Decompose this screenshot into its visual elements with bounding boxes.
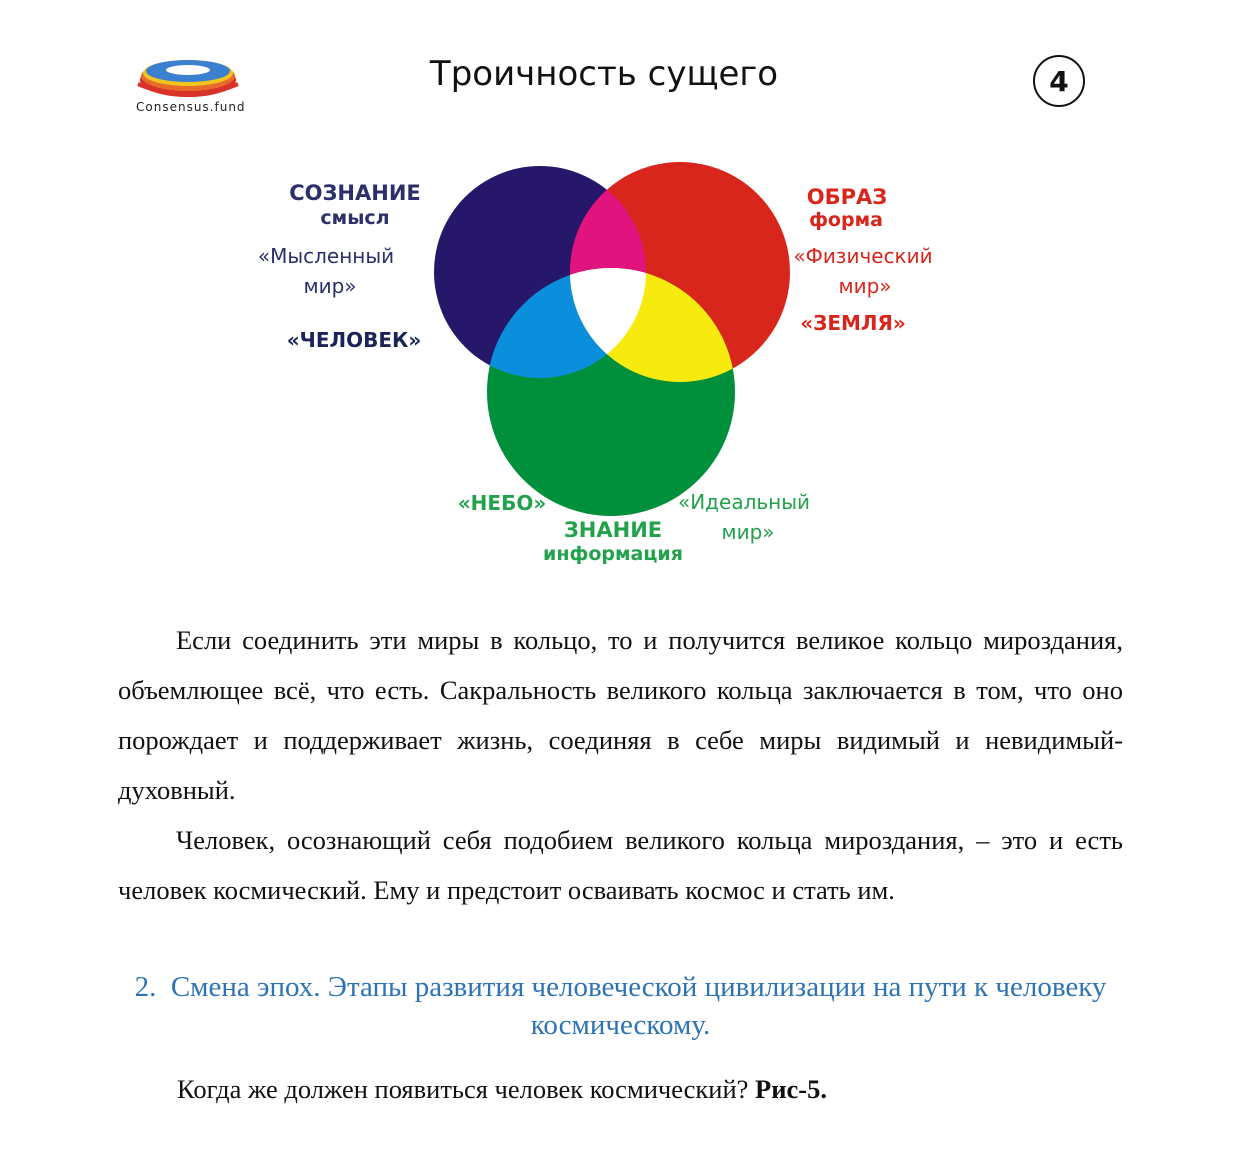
image-subtitle: форма: [809, 209, 883, 231]
image-world-line1: «Физический: [793, 244, 933, 268]
question-text: Когда же должен появиться человек космический?: [177, 1074, 756, 1104]
section-title: Смена эпох. Этапы развития человеческой цивилизации на пути к человеку космическому.: [170, 971, 1107, 1041]
consciousness-world-line1: «Мысленный: [257, 244, 395, 268]
paragraph-1: Если соединить эти миры в кольцо, то и получится великое кольцо мироздания, объемлющее всё, что есть. Сакральность великого кольца заключается в том, что оно порождает и поддерживает жизнь, соединяя в себе миры видимый и невидимый-духовный.: [118, 625, 1123, 805]
knowledge-world-line1: «Идеальный: [677, 490, 811, 514]
knowledge-subtitle: информация: [543, 543, 683, 565]
knowledge-world-line2: мир»: [721, 520, 775, 544]
knowledge-title: ЗНАНИЕ: [563, 518, 663, 542]
section-number: 2.: [134, 971, 157, 1003]
consciousness-entity: «ЧЕЛОВЕК»: [286, 328, 422, 352]
page-number-badge: 4: [1033, 55, 1085, 107]
page-title: Троичность сущего: [429, 54, 779, 94]
consciousness-title: СОЗНАНИЕ: [289, 181, 421, 205]
question-line: [177, 1074, 827, 1105]
consciousness-world-line2: мир»: [303, 274, 357, 298]
body-text: [118, 615, 1123, 915]
paragraph-2: Человек, осознающий себя подобием великого кольца мироздания, – это и есть человек космический. Ему и предстоит осваивать космос и стать им.: [118, 825, 1123, 905]
image-entity: «ЗЕМЛЯ»: [800, 311, 906, 335]
section-heading: [118, 968, 1123, 1044]
logo-text: Consensus.fund: [136, 100, 246, 114]
consciousness-subtitle: смысл: [320, 207, 390, 229]
figure-reference: Рис-5.: [755, 1074, 827, 1104]
image-world-line2: мир»: [838, 274, 892, 298]
image-title: ОБРАЗ: [806, 185, 888, 209]
knowledge-entity: «НЕБО»: [457, 491, 547, 515]
